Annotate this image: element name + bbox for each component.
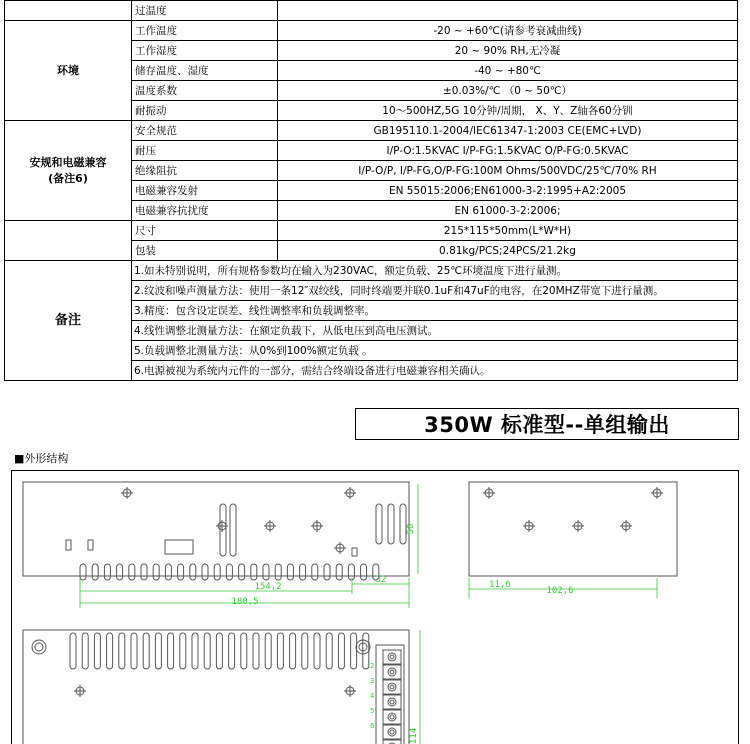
vent-slot [192, 633, 198, 669]
spec-value: 10～500HZ,5G 10分钟/周期， X、Y、Z轴各60分钏 [278, 101, 738, 121]
vent-slot [107, 633, 113, 669]
note-item: 6.电源被视为系统内元件的一部分，需结合终端设备进行电磁兼容相关确认。 [132, 361, 738, 381]
vent-slot [153, 564, 159, 580]
vent-slot [129, 564, 135, 580]
vent-slot [351, 633, 357, 669]
spec-value: 20 ~ 90% RH,无冷凝 [278, 41, 738, 61]
vent-slot [180, 633, 186, 669]
spec-label: 包装 [132, 241, 278, 261]
note-item: 3.精度：包含设定误差、线性调整率和负载调整率。 [132, 301, 738, 321]
spec-label: 储存温度、湿度 [132, 61, 278, 81]
terminal-number: 3 [370, 677, 375, 685]
corner-hole-ring [32, 640, 46, 654]
vent-slot [143, 633, 149, 669]
terminal-screw-icon [388, 713, 396, 721]
vent-slot [287, 564, 293, 580]
vent-slot [300, 564, 306, 580]
vent-slot [277, 633, 283, 669]
label-window [165, 540, 193, 554]
spec-label: 安全规范 [132, 121, 278, 141]
vent-slot [251, 564, 257, 580]
spec-label: 工作温度 [132, 21, 278, 41]
vent-slot [229, 633, 235, 669]
spec-value: -40 ~ +80℃ [278, 61, 738, 81]
vent-slot [275, 564, 281, 580]
vent-slot [241, 633, 247, 669]
terminal-screw-icon [388, 668, 396, 676]
vent-slot [230, 504, 236, 556]
spec-label: 工作湿度 [132, 41, 278, 61]
vent-slot [204, 633, 210, 669]
vent-slot [290, 633, 296, 669]
vent-slot [312, 564, 318, 580]
corner-hole-icon [35, 643, 43, 651]
spec-label: 电磁兼容发射 [132, 181, 278, 201]
vent-slot [324, 564, 330, 580]
dimension-label: 114 [409, 727, 419, 744]
vent-slot [239, 564, 245, 580]
vent-slot [202, 564, 208, 580]
spec-value: -20 ~ +60℃(请参考衰减曲线) [278, 21, 738, 41]
terminal-number: 6 [370, 722, 375, 730]
terminal-slot [383, 710, 401, 724]
vent-slot [94, 633, 100, 669]
tab-mark [352, 548, 357, 556]
vent-slot [131, 633, 137, 669]
vent-slot [70, 633, 76, 669]
spec-label: 尺寸 [132, 221, 278, 241]
terminal-screw-center [390, 700, 394, 704]
spec-label: 过温度 [132, 1, 278, 21]
vent-slot [226, 564, 232, 580]
tab-mark [66, 540, 71, 550]
terminal-screw-center [390, 730, 394, 734]
spec-label: 电磁兼容抗扰度 [132, 201, 278, 221]
tab-mark [88, 540, 93, 550]
terminal-screw-center [390, 670, 394, 674]
dimension-label: 32 [375, 575, 387, 585]
dimension-label: 180,5 [231, 597, 259, 607]
terminal-slot [383, 680, 401, 694]
spec-value: 215*115*50mm(L*W*H) [278, 221, 738, 241]
terminal-screw-center [390, 655, 394, 659]
dimension-label: 50 [406, 523, 416, 535]
dimension-label: 11,6 [489, 580, 511, 590]
note-item: 2.纹波和噪声测量方法：使用一条12″双绞线，同时终端要并联0.1uF和47uF的电容，在20MHZ带宽下进行量测。 [132, 281, 738, 301]
vent-slot [168, 633, 174, 669]
vent-slot [263, 564, 269, 580]
terminal-screw-icon [388, 698, 396, 706]
vent-slot [338, 633, 344, 669]
side-view-outline [469, 482, 677, 576]
spec-value: I/P-O:1.5KVAC I/P-FG:1.5KVAC O/P-FG:0.5KVAC [278, 141, 738, 161]
terminal-slot [383, 665, 401, 679]
spec-value: EN 55015:2006;EN61000-3-2:1995+A2:2005 [278, 181, 738, 201]
terminal-slot [383, 725, 401, 739]
terminal-slot [383, 650, 401, 664]
vent-slot [119, 633, 125, 669]
series-title: 350W 标准型--单组输出 [424, 413, 670, 437]
spec-value: EN 61000-3-2:2006; [278, 201, 738, 221]
vent-slot [141, 564, 147, 580]
note-item: 4.线性调整北测量方法：在额定负载下，从低电压到高电压测试。 [132, 321, 738, 341]
terminal-screw-center [390, 685, 394, 689]
spec-label: 绝缘阻抗 [132, 161, 278, 181]
spec-label: 耐压 [132, 141, 278, 161]
vent-slot [314, 633, 320, 669]
terminal-screw-center [390, 715, 394, 719]
terminal-number: 4 [370, 692, 375, 700]
vent-slot [178, 564, 184, 580]
vent-slot [104, 564, 110, 580]
terminal-screw-icon [388, 728, 396, 736]
vent-slot [190, 564, 196, 580]
terminal-number: 5 [370, 707, 375, 715]
vent-slot [80, 564, 86, 580]
dimension-label: 102,6 [546, 586, 574, 596]
terminal-screw-icon [388, 683, 396, 691]
vent-slot [336, 564, 342, 580]
category-safety-line2: (备注6) [48, 171, 88, 185]
spec-value: 0.81kg/PCS;24PCS/21.2kg [278, 241, 738, 261]
spec-value: ±0.03%/℃ （0 ~ 50℃） [278, 81, 738, 101]
vent-slot [92, 564, 98, 580]
outline-section-label: ■外形结构 [14, 452, 69, 465]
terminal-screw-icon [388, 653, 396, 661]
vent-slot [326, 633, 332, 669]
terminal-number: 2 [370, 662, 375, 670]
note-item: 1.如未特别说明，所有规格参数均在输入为230VAC，额定负载、25℃环境温度下进行量测。 [132, 261, 738, 281]
category-notes: 备注 [5, 261, 132, 381]
vent-slot [302, 633, 308, 669]
terminal-slot [383, 695, 401, 709]
spec-value: GB195110.1-2004/IEC61347-1:2003 CE(EMC+LVD) [278, 121, 738, 141]
vent-slot [348, 564, 354, 580]
vent-slot [361, 564, 367, 580]
spec-label: 温度系数 [132, 81, 278, 101]
dimension-label: 154,2 [254, 582, 282, 592]
note-item: 5.负载调整北测量方法：从0%到100%额定负载 。 [132, 341, 738, 361]
vent-slot [388, 504, 394, 544]
vent-slot [165, 564, 171, 580]
vent-slot [82, 633, 88, 669]
vent-slot [265, 633, 271, 669]
vent-slot [253, 633, 259, 669]
spec-label: 耐振动 [132, 101, 278, 121]
vent-slot [214, 564, 220, 580]
front-view-outline [23, 482, 409, 576]
vent-slot [216, 633, 222, 669]
spec-value: I/P-O/P, I/P-FG,O/P-FG:100M Ohms/500VDC/25℃/70% RH [278, 161, 738, 181]
vent-slot [376, 504, 382, 544]
vent-slot [117, 564, 123, 580]
vent-slot [155, 633, 161, 669]
category-safety-line1: 安规和电磁兼容 [29, 155, 107, 169]
category-environment: 环境 [5, 21, 132, 121]
